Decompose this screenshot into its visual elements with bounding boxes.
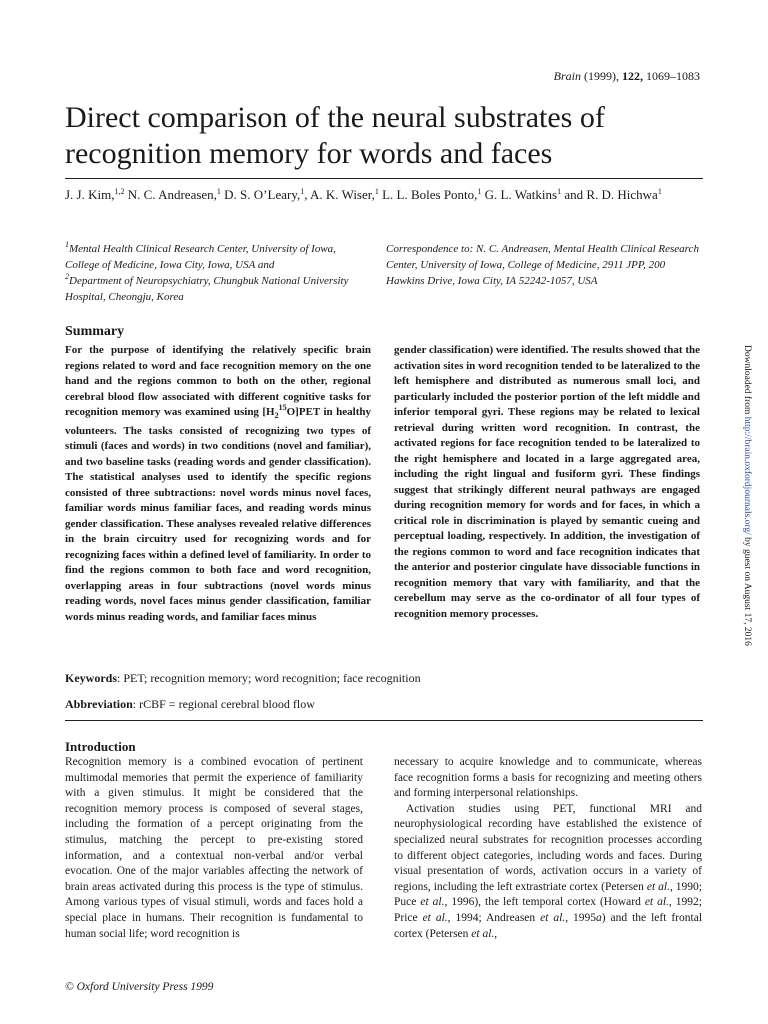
author: J. J. Kim,$^{1,2}$ xyxy=(65,187,125,202)
author: N. C. Andreasen,$^1$ xyxy=(127,187,221,202)
author: A. K. Wiser,$^1$ xyxy=(310,187,379,202)
affiliation-1: Mental Health Clinical Research Center, University of Iowa, College of Medicine, Iowa City, Iowa, USA and xyxy=(65,243,336,271)
intro-right-column xyxy=(394,755,702,942)
intro-paragraph: Activation studies using PET, functional MRI and neurophysiological recording have established the existence of specialized neural substrates for recognition processes according to different object categories, including words and faces. During visual presentation of words, activation occurs in a variety of regions, including the left extrastriate cortex (Petersen et al., 1990; Puce et al., 1996), the left temporal cortex (Howard et al., 1992; Price et al., 1994; Andreasen et al., 1995a) and the left frontal cortex (Petersen et al., xyxy=(394,802,703,940)
affiliations: $^1$Mental Health Clinical Research Center, University of Iowa, College of Medicine, Iowa City, Iowa, USA and $^2$Department of Neuropsychiatry, Chungbuk National University Hospital, Cheongju, Korea xyxy=(65,240,349,303)
journal-pages: 1069–1083 xyxy=(646,69,700,83)
article-title: Direct comparison of the neural substrates of recognition memory for words and faces xyxy=(65,101,605,170)
download-watermark: Downloaded from http://brain.oxfordjournals.org/ by guest on August 17, 2016 xyxy=(742,345,752,646)
journal-name: Brain xyxy=(553,69,581,83)
summary-left-column: For the purpose of identifying the relatively specific brain regions related to word and face recognition memory on the one hand and the regions common to both on the other, regional cerebral blood flow associated with different cognitive tasks for recognition memory was examined using $[H_2^{15}O]PET$ in healthy volunteers. The tasks consisted of recognizing two types of stimuli (faces and words) in two conditions (novel and familiar), and two baseline tasks (reading words and gender classification). The statistical analyses used to identify the specific regions consisted of three subtractions: novel words minus novel faces, familiar words minus familiar faces, and reading words minus gender classification. These analyses revealed relative differences in the brain circuitry used for recognizing words and for recognizing faces within a defined level of familiarity. In order to find the regions common to both face and word recognition, overlapping areas in four subtractions (novel words minus reading words, novel faces minus gender classification, familiar words minus reading words, and familiar faces minus xyxy=(65,344,371,623)
intro-paragraph: necessary to acquire knowledge and to communicate, whereas face recognition forms a basis for recognizing and meeting others and forming interpersonal relationships. xyxy=(394,756,702,800)
title-divider xyxy=(65,178,703,179)
author: and R. D. Hichwa$^1$ xyxy=(564,187,662,202)
journal-year: (1999), xyxy=(584,69,619,83)
affiliation-2: Department of Neuropsychiatry, Chungbuk National University Hospital, Cheongju, Korea xyxy=(65,275,349,303)
keywords-label: Keywords xyxy=(65,671,117,685)
journal-link[interactable]: http://brain.oxfordjournals.org/ xyxy=(742,416,752,535)
intro-left-column: Recognition memory is a combined evocation of pertinent multimodal memories that permit the experience of familiarity with a given stimulus. It might be considered that the recognition memory process is composed of several stages, including the formation of a percept originating from the stimulus, matching the percept to pre-existing stored information, and a contextual non-verbal and/or verbal evocation. One of the major variables affecting the network of brain areas activated during this process is the type of stimulus. Among various types of visual stimuli, words and faces hold a special place in humans. Their recognition is fundamental to human social life; word recognition is xyxy=(65,756,363,940)
correspondence: Correspondence to: N. C. Andreasen, Mental Health Clinical Research Center, University of Iowa, College of Medicine, 2911 JPP, 200 Hawkins Drive, Iowa City, IA 52242-1057, USA xyxy=(386,243,699,287)
abbreviation-label: Abbreviation xyxy=(65,697,133,711)
author-list xyxy=(65,186,705,204)
keywords: Keywords: PET; recognition memory; word recognition; face recognition xyxy=(65,671,421,685)
summary-right-column: gender classification) were identified. The results showed that the activation sites in word recognition tended to be lateralized to the left hemisphere and distributed as numerous small loci, and particularly included the posterior portion of the left middle and inferior temporal gyri. These regions may be related to lexical retrieval during written word recognition. In contrast, the activated regions for face recognition tended to be lateralized to the right hemisphere and located in a large aggregated area, including the right lingual and fusiform gyri. These findings suggest that strikingly different neural pathways are engaged during recognition memory for words and for faces, in which a critical role in discrimination is played by semantic cueing and perceptual loading, respectively. In addition, the investigation of the regions common to word and face recognition indicates that the anterior and posterior cingulate have dissociable functions in recognition memory that vary with familiarity, and that the cerebellum may serve as the co-ordinator of all four types of recognition memory processes. xyxy=(394,344,700,620)
abbreviation: Abbreviation: rCBF = regional cerebral blood flow xyxy=(65,697,315,711)
journal-citation xyxy=(554,69,700,84)
summary-heading: Summary xyxy=(65,324,125,339)
author: L. L. Boles Ponto,$^1$ xyxy=(382,187,482,202)
author: D. S. O’Leary,$^1$, xyxy=(224,187,308,202)
author: G. L. Watkins$^1$ xyxy=(484,187,562,202)
introduction-heading: Introduction xyxy=(65,739,136,754)
section-divider xyxy=(65,720,703,721)
copyright-footer: © Oxford University Press 1999 xyxy=(65,981,214,993)
journal-volume: 122, xyxy=(622,69,643,83)
